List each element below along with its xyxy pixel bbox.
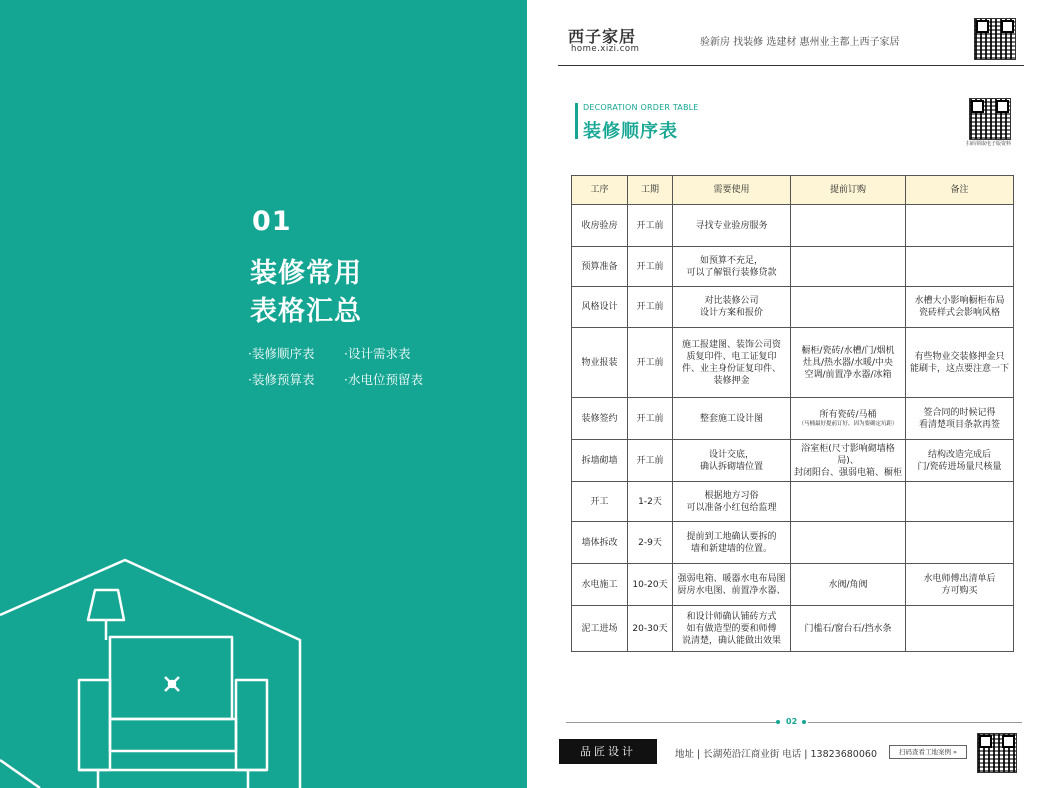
- contents-item: ·装修顺序表: [248, 346, 315, 361]
- cell-order: [791, 440, 906, 482]
- scan-case-button[interactable]: 扫码查看工地案例 »: [889, 745, 967, 759]
- cell-step: [572, 606, 628, 652]
- cell-order: [791, 247, 906, 287]
- cell-period-text: 开工前: [636, 413, 664, 424]
- cell-need-text: 寻找专业验房服务: [695, 220, 768, 231]
- cell-remark: [906, 328, 1014, 398]
- cell-remark: [906, 522, 1014, 564]
- header-step: 工序: [572, 176, 628, 205]
- lamp-outline-illustration: [88, 590, 124, 640]
- table-row: [572, 328, 1014, 398]
- header-remark: 备注: [906, 176, 1014, 205]
- cell-remark: [906, 398, 1014, 440]
- contents-item: ·水电位预留表: [344, 372, 423, 387]
- cell-step: [572, 522, 628, 564]
- section-en-title: DECORATION ORDER TABLE: [583, 103, 699, 112]
- chapter-title: [250, 255, 362, 331]
- cell-step-text: 开工: [590, 496, 609, 507]
- table-row: [572, 564, 1014, 606]
- cell-order-text: 所有瓷砖/马桶: [819, 410, 877, 420]
- cell-step-text: 预算准备: [581, 261, 618, 272]
- qr-code-icon[interactable]: [977, 733, 1017, 773]
- cell-step-text: 风格设计: [581, 302, 618, 312]
- page-number: 02: [786, 717, 798, 726]
- header-order: 提前订购: [791, 176, 906, 205]
- cell-need: [673, 522, 791, 564]
- cell-need-text: 提前到工地确认要拆的 墙和新建墙的位置。: [686, 531, 777, 554]
- cell-period: [628, 482, 673, 522]
- cell-need-text: 如预算不充足， 可以了解银行装修贷款: [686, 255, 777, 278]
- chapter-contents: [248, 344, 448, 388]
- cell-step: [572, 482, 628, 522]
- cell-period: [628, 564, 673, 606]
- sofa-outline-illustration: [79, 680, 267, 788]
- chapter-number: 01: [252, 206, 292, 237]
- cell-order: [791, 564, 906, 606]
- cell-order-text: 橱柜/瓷砖/水槽/门/烟机 灶具/热水器/水暖/中央 空调/前置净水器/冰箱: [801, 345, 895, 380]
- header-divider: [558, 65, 1024, 66]
- qr-caption: 扫码领取电子版资料: [966, 141, 1012, 147]
- table-row: [572, 482, 1014, 522]
- cell-period-text: 开工前: [636, 455, 664, 466]
- section-accent-bar: [575, 103, 578, 139]
- cell-order: [791, 398, 906, 440]
- cell-need: [673, 205, 791, 247]
- header-period: 工期: [628, 176, 673, 205]
- cell-remark-text: 水电师傅出清单后 方可购买: [923, 573, 996, 596]
- cell-period: [628, 440, 673, 482]
- cell-need: [673, 482, 791, 522]
- brand-logo: 西子家居: [568, 27, 637, 46]
- table-row: [572, 205, 1014, 247]
- footer-rule-left: [566, 722, 776, 723]
- cell-order: [791, 287, 906, 328]
- cell-step-text: 水电施工: [581, 579, 618, 590]
- cell-period-text: 开工前: [636, 220, 664, 231]
- cell-step-text: 装修签约: [581, 413, 618, 424]
- table-row: [572, 522, 1014, 564]
- cell-step-text: 收房验房: [581, 220, 618, 231]
- cell-step: [572, 398, 628, 440]
- cell-need-text: 对比装修公司 设计方案和报价: [699, 296, 763, 318]
- cell-remark: [906, 247, 1014, 287]
- qr-code-icon[interactable]: [974, 18, 1016, 60]
- cell-remark: [906, 440, 1014, 482]
- qr-code-icon[interactable]: [969, 98, 1011, 140]
- header-tagline: 验新房 找装修 选建材 惠州业主都上西子家居: [700, 37, 900, 48]
- cell-remark-text: 结构改造完成后 门/瓷砖进场量尺核量: [917, 449, 1002, 472]
- header-need: 需要使用: [673, 176, 791, 205]
- table-body: [572, 205, 1014, 652]
- cell-need-text: 施工报建图、装饰公司资 质复印件、电工证复印 件、业主身份证复印件、 装修押金: [681, 339, 781, 386]
- cell-step-text: 泥工进场: [581, 623, 618, 634]
- cell-period: [628, 205, 673, 247]
- floor-line: [0, 760, 40, 788]
- cell-period: [628, 398, 673, 440]
- cell-order-text: 水阀/角阀: [828, 579, 868, 590]
- footer-dot-left: [776, 720, 780, 724]
- cell-need-text: 强弱电箱、暖器水电布局图 厨房水电图、前置净水器、: [677, 573, 786, 596]
- cell-remark: [906, 205, 1014, 247]
- cell-remark-text: 有些物业交装修押金只 能刷卡，这点要注意一下: [909, 351, 1009, 374]
- cell-need-text: 根据地方习俗 可以准备小红包给监理: [686, 490, 777, 513]
- cell-period: [628, 287, 673, 328]
- cell-need: [673, 398, 791, 440]
- cell-period-text: 10-20天: [632, 579, 668, 590]
- contents-item: ·装修预算表: [248, 372, 315, 387]
- cell-period-text: 开工前: [636, 357, 664, 368]
- cell-remark-text: 签合同的时候记得 看清楚项目条款再签: [918, 407, 1000, 430]
- cell-step: [572, 440, 628, 482]
- designer-brand-logo: 品匠设计: [559, 739, 657, 764]
- table-row: [572, 247, 1014, 287]
- decoration-order-table: [571, 175, 1014, 652]
- section-title: 装修顺序表: [583, 121, 678, 142]
- cell-need: [673, 328, 791, 398]
- cell-order-note: （马桶最好提前订好，因为要确定坑距）: [798, 421, 898, 427]
- cell-step: [572, 564, 628, 606]
- chapter-title-line2: 表格汇总: [250, 296, 362, 327]
- cell-period-text: 开工前: [636, 261, 664, 272]
- cell-need-text: 设计交底， 确认拆砌墙位置: [699, 449, 763, 472]
- cell-period-text: 开工前: [636, 302, 664, 312]
- cell-step: [572, 287, 628, 328]
- footer-rule-right: [808, 722, 1022, 723]
- cell-period-text: 20-30天: [632, 623, 668, 634]
- cell-order: [791, 482, 906, 522]
- cell-step: [572, 205, 628, 247]
- cell-remark: [906, 482, 1014, 522]
- cell-remark: [906, 606, 1014, 652]
- table-row: [572, 398, 1014, 440]
- cell-need-text: 整套施工设计图: [699, 413, 763, 424]
- cell-order: [791, 328, 906, 398]
- cell-step-text: 物业报装: [581, 357, 618, 368]
- cell-period: [628, 328, 673, 398]
- cell-need: [673, 287, 791, 328]
- cell-period-text: 2-9天: [638, 537, 662, 548]
- cell-step-text: 墙体拆改: [581, 537, 618, 548]
- contents-item: ·设计需求表: [344, 346, 411, 361]
- chapter-title-line1: 装修常用: [250, 258, 362, 289]
- cell-order: [791, 205, 906, 247]
- cell-period: [628, 522, 673, 564]
- table-row: [572, 606, 1014, 652]
- cell-order: [791, 606, 906, 652]
- cell-period: [628, 247, 673, 287]
- cell-order: [791, 522, 906, 564]
- cell-period-text: 1-2天: [638, 496, 662, 507]
- table-row: [572, 287, 1014, 328]
- cell-remark: [906, 564, 1014, 606]
- cell-remark-text: 水槽大小影响橱柜布局 瓷砖样式会影响风格: [914, 296, 1005, 318]
- cell-step: [572, 247, 628, 287]
- cell-need: [673, 440, 791, 482]
- brand-site: home.xizi.com: [571, 44, 640, 54]
- cell-period: [628, 606, 673, 652]
- cell-need: [673, 247, 791, 287]
- contact-info: 地址 | 长湖苑沿江商业街 电话 | 13823680060: [675, 749, 877, 760]
- cell-step: [572, 328, 628, 398]
- cell-need-text: 和设计师确认铺砖方式 如有做造型的要和师傅 说清楚，确认能做出效果: [681, 611, 781, 646]
- house-outline-illustration: [0, 560, 300, 788]
- table-row: [572, 440, 1014, 482]
- cell-need: [673, 564, 791, 606]
- cell-need: [673, 606, 791, 652]
- cell-order-text: 门槛石/窗台石/挡水条: [804, 623, 892, 634]
- table-header-row: [572, 176, 1014, 205]
- cell-step-text: 拆墙砌墙: [581, 455, 618, 466]
- cell-order-text: 浴室柜(尺寸影响砌墙格局)、 封闭阳台、强弱电箱、橱柜: [793, 443, 902, 478]
- cell-remark: [906, 287, 1014, 328]
- footer-dot-right: [802, 720, 806, 724]
- laptop-outline-illustration: [110, 637, 232, 719]
